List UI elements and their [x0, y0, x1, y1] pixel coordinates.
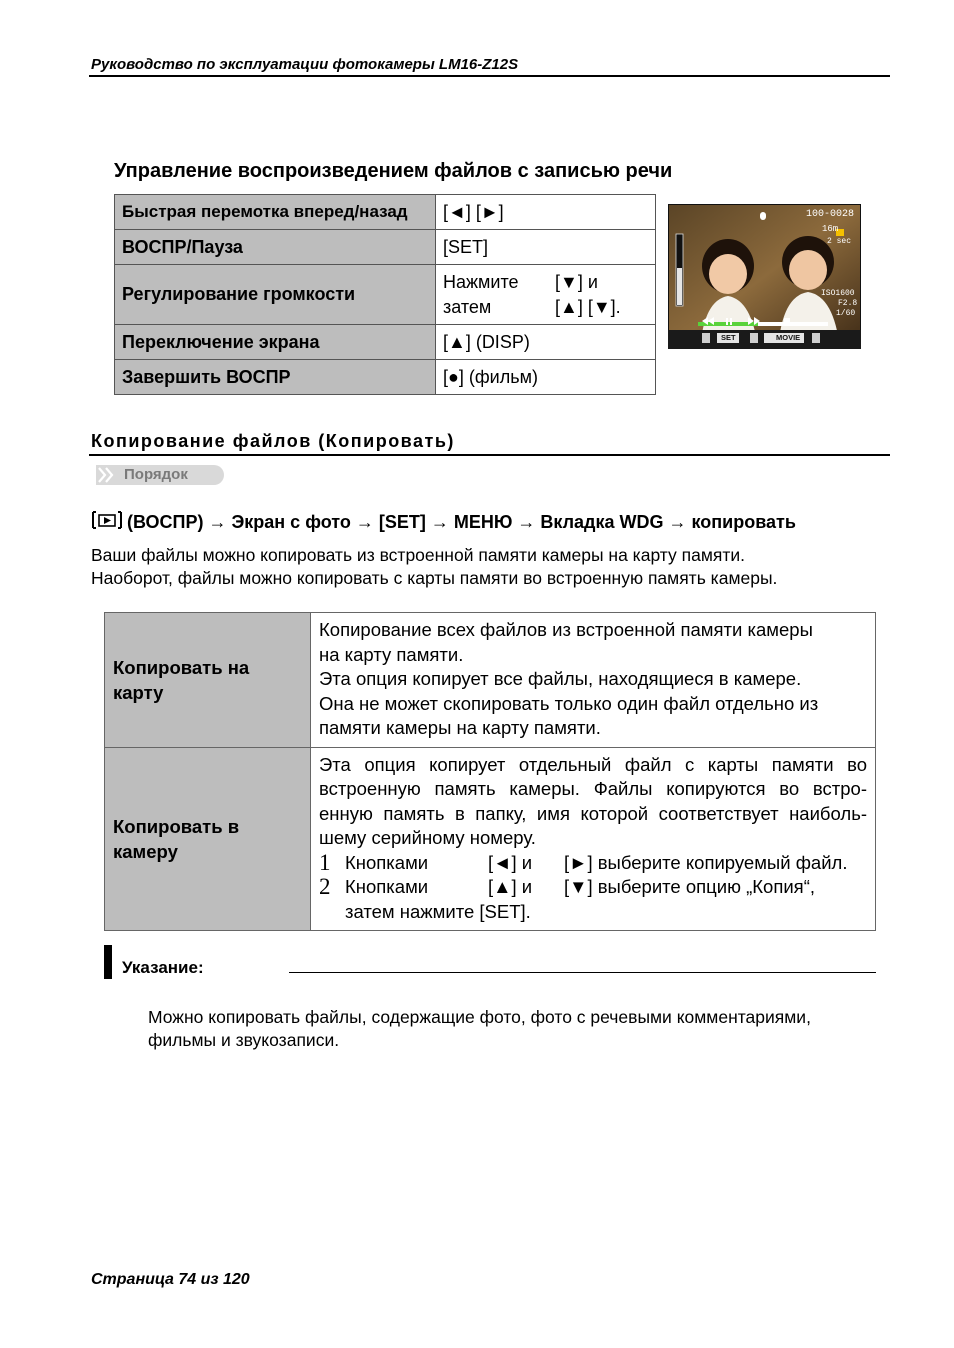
description [91, 544, 777, 590]
playback-icon [91, 511, 123, 529]
camera-screen-image [668, 204, 861, 349]
row-label: ВОСПР/Пауза [115, 230, 436, 265]
row-value: [SET] [436, 230, 656, 265]
text-line: Она не может скопировать только один файл отдельно из [319, 692, 819, 714]
text-line: Эта опция копирует все файлы, находящиеся в камере. [319, 668, 802, 689]
volume-text-a1: Нажмите [443, 271, 519, 292]
step-text: затем нажмите [SET]. [345, 900, 531, 922]
row-value [436, 265, 656, 325]
menu-path-text: (ВОСПР) → Экран с фото → [SET] → МЕНЮ → Вкладка WDG → копировать [127, 512, 796, 532]
table-row [105, 613, 876, 748]
description-line: Наоборот, файлы можно копировать с карты памяти во встроенную память камеры. [91, 568, 778, 588]
copy-to-camera-label: Копировать в камеру [105, 747, 311, 931]
step-text: [►] выберите копируемый файл. [564, 851, 848, 873]
table-row [115, 265, 656, 325]
cam-movie-button-label: MOVIE [776, 333, 801, 342]
cam-size: 16m [822, 224, 839, 234]
section1-title: Управление воспроизведением файлов с записью речи [114, 160, 673, 182]
step-text: [◄] и [488, 851, 533, 873]
table-row [115, 195, 656, 230]
note-body [148, 1006, 811, 1052]
step-1 [319, 851, 867, 876]
playback-controls-table [114, 194, 656, 395]
note-title: Указание: [122, 958, 204, 977]
copy-to-card-label: Копировать на карту [105, 613, 311, 748]
step-number: 1 [319, 849, 331, 875]
cam-iso: ISO1600 [821, 289, 855, 298]
row-value: [●] (фильм) [436, 360, 656, 395]
step-number: 2 [319, 874, 331, 899]
cam-file-number: 100-0028 [806, 209, 855, 220]
note-rule [289, 972, 876, 973]
table-row [105, 747, 876, 931]
section2-title: Копирование файлов (Копировать) [91, 431, 455, 451]
row-label: Переключение экрана [115, 325, 436, 360]
copy-to-camera-text: Эта опция копирует отдельный файл с карты памяти во встроенную память камеры. Файлы копируются во встро-енную память в папку, имя которой соответствует наиболь-шему серийному номеру. [319, 753, 867, 848]
header-title: Руководство по эксплуатации фотокамеры LM16-Z12S [91, 56, 519, 73]
cam-time: 2 sec [827, 237, 852, 246]
table-row [115, 230, 656, 265]
row-value: [▲] (DISP) [436, 325, 656, 360]
menu-path [91, 511, 796, 533]
row-label: Регулирование громкости [115, 265, 436, 325]
step-text: [▲] и [488, 876, 533, 897]
description-line: Ваши файлы можно копировать из встроенной памяти камеры на карту памяти. [91, 545, 745, 565]
cam-set-button-label: SET [721, 333, 736, 342]
table-row [115, 325, 656, 360]
copy-to-card-description [311, 613, 876, 748]
volume-text-b2: [▲] [▼]. [555, 296, 621, 317]
step-text: Кнопками [345, 876, 429, 897]
note-line: Можно копировать файлы, содержащие фото, фото с речевыми комментариями, [148, 1007, 811, 1027]
row-label: Завершить ВОСПР [115, 360, 436, 395]
copy-options-table [104, 612, 876, 931]
text-line: Копирование всех файлов из встроенной памяти камеры [319, 619, 813, 640]
text-line: памяти камеры на карту памяти. [319, 717, 601, 738]
cam-shutter: 1/60 [836, 309, 856, 318]
row-value: [◄] [►] [436, 195, 656, 230]
header-rule [89, 75, 890, 77]
step-text: Кнопками [345, 851, 429, 873]
volume-text-b1: затем [443, 296, 492, 317]
step-2 [319, 875, 867, 900]
step-2-continued [319, 900, 867, 925]
copy-to-camera-description [311, 747, 876, 931]
text-line: на карту памяти. [319, 643, 464, 665]
cam-aperture: F2.8 [838, 299, 858, 308]
row-label: Быстрая перемотка вперед/назад [115, 195, 436, 230]
section2-rule [89, 454, 890, 456]
procedure-label: Порядок [124, 466, 188, 483]
note-marker [104, 945, 112, 979]
note-line: фильмы и звукозаписи. [148, 1030, 340, 1050]
page-number: Страница 74 из 120 [91, 1271, 250, 1288]
step-text: [▼] выберите опцию „Копия“, [564, 876, 815, 897]
table-row [115, 360, 656, 395]
volume-text-a2: [▼] и [555, 271, 598, 292]
